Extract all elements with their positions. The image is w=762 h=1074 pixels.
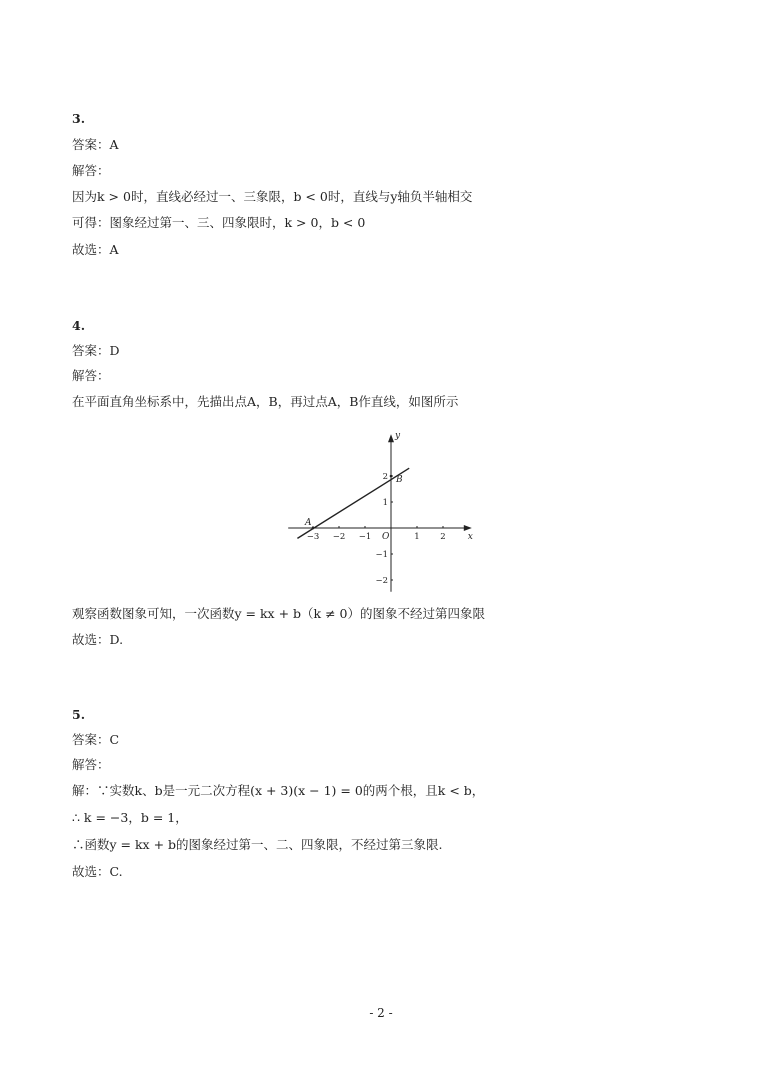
origin-label: O — [382, 532, 390, 542]
y-axis-label: y — [395, 431, 401, 442]
x-tick-label: −3 — [306, 532, 320, 542]
x-tick-label: 1 — [414, 532, 420, 542]
q4-solution-line1: 在平面直角坐标系中，先描出点A，B，再过点A，B作直线，如图所示 — [72, 394, 459, 409]
q4-solution-label: 解答： — [72, 368, 110, 383]
x-tick-label: 2 — [440, 532, 446, 542]
q4-solution-line2: 观察函数图象可知，一次函数y = kx + b（k ≠ 0）的图象不经过第四象限 — [72, 606, 485, 621]
q5-solution-line1: 解：∵实数k、b是一元二次方程(x + 3)(x − 1) = 0的两个根，且k < b， — [72, 783, 485, 798]
y-tick-label: 2 — [382, 472, 388, 482]
q3-answer: 答案：A — [72, 137, 119, 152]
point-a — [312, 527, 315, 530]
q5-solution-line3: ∴函数y = kx + b的图象经过第一、二、四象限，不经过第三象限. — [72, 837, 443, 852]
q4-answer: 答案：D — [72, 343, 120, 358]
x-axis-label: x — [467, 532, 473, 542]
q3-number: 3. — [72, 111, 86, 126]
y-tick-label: 1 — [382, 498, 388, 508]
x-tick-label: −2 — [332, 532, 346, 542]
point-label-a: A — [305, 518, 312, 528]
page-number: - 2 - — [369, 1006, 393, 1020]
q3-solution-line1: 因为k > 0时，直线必经过一、三象限，b < 0时，直线与y轴负半轴相交 — [72, 189, 473, 204]
y-axis-arrow — [388, 434, 394, 442]
q5-answer: 答案：C — [72, 732, 120, 747]
q3-solution-line2: 可得：图象经过第一、三、四象限时，k > 0，b < 0 — [72, 215, 366, 230]
point-label-b: B — [396, 475, 403, 485]
q3-choice: 故选：A — [72, 242, 119, 257]
q5-solution-line2: ∴ k = −3，b = 1， — [72, 810, 188, 825]
y-tick-label: −1 — [375, 550, 388, 560]
function-graph — [285, 428, 485, 592]
q5-number: 5. — [72, 707, 86, 722]
q4-number: 4. — [72, 318, 86, 333]
x-tick-label: −1 — [358, 532, 372, 542]
point-b — [390, 475, 393, 478]
y-tick-label: −2 — [375, 576, 388, 586]
q5-solution-label: 解答： — [72, 757, 110, 772]
q3-solution-label: 解答： — [72, 163, 110, 178]
q4-choice: 故选：D. — [72, 632, 124, 647]
q5-choice: 故选：C. — [72, 864, 123, 879]
x-axis-arrow — [464, 525, 472, 531]
